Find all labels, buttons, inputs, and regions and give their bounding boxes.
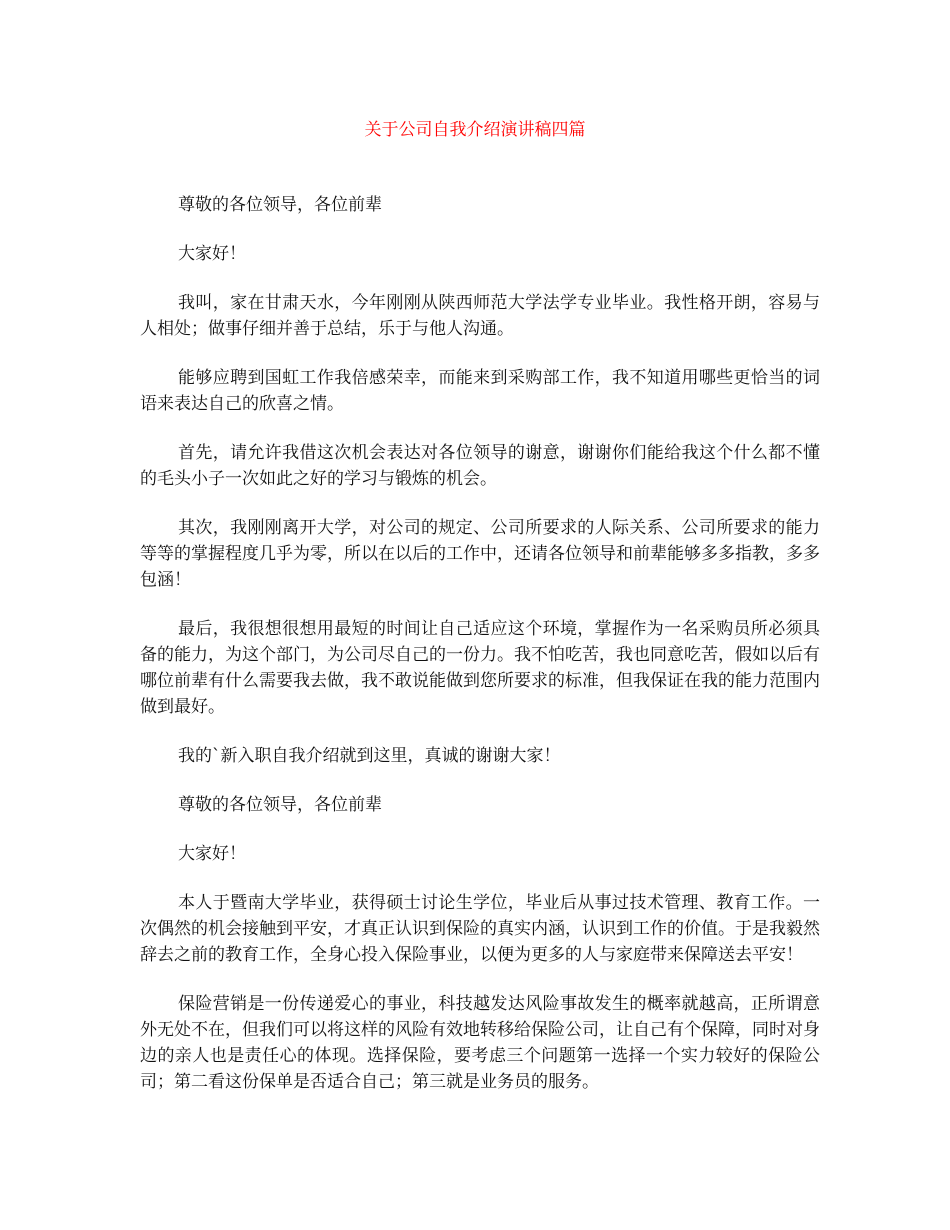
paragraph: 能够应聘到国虹工作我倍感荣幸，而能来到采购部工作，我不知道用哪些更恰当的词语来表达自己的欣喜之情。 bbox=[140, 368, 820, 414]
paragraph: 保险营销是一份传递爱心的事业，科技越发达风险事故发生的概率就越高，正所谓意外无处不在，但我们可以将这样的风险有效地转移给保险公司，让自己有个保障，同时对身边的亲人也是责任心的体现。选择保险，要考虑三个问题第一选择一个实力较好的保险公司；第二看这份保单是否适合自己；第三就是业务员的服务。 bbox=[140, 994, 820, 1092]
paragraph-hello: 大家好！ bbox=[178, 844, 246, 864]
paragraph-greeting: 尊敬的各位领导，各位前辈 bbox=[178, 795, 382, 815]
document-body bbox=[140, 192, 820, 1118]
paragraph: 我叫，家在甘肃天水，今年刚刚从陕西师范大学法学专业毕业。我性格开朗，容易与人相处；做事仔细并善于总结，乐于与他人沟通。 bbox=[140, 293, 820, 339]
paragraph: 本人于暨南大学毕业，获得硕士讨论生学位，毕业后从事过技术管理、教育工作。一次偶然的机会接触到平安，才真正认识到保险的真实内涵，认识到工作的价值。于是我毅然辞去之前的教育工作，全身心投入保险事业，以便为更多的人与家庭带来保障送去平安！ bbox=[140, 893, 820, 965]
paragraph-hello: 大家好！ bbox=[178, 244, 246, 264]
paragraph: 首先，请允许我借这次机会表达对各位领导的谢意，谢谢你们能给我这个什么都不懂的毛头小子一次如此之好的学习与锻炼的机会。 bbox=[140, 443, 820, 489]
document-title: 关于公司自我介绍演讲稿四篇 bbox=[364, 120, 586, 140]
paragraph: 其次，我刚刚离开大学，对公司的规定、公司所要求的人际关系、公司所要求的能力等等的掌握程度几乎为零，所以在以后的工作中，还请各位领导和前辈能够多多指教，多多包涵！ bbox=[140, 518, 820, 590]
paragraph-greeting: 尊敬的各位领导，各位前辈 bbox=[178, 195, 382, 215]
paragraph: 最后，我很想很想用最短的时间让自己适应这个环境，掌握作为一名采购员所必须具备的能力，为这个部门，为公司尽自己的一份力。我不怕吃苦，我也同意吃苦，假如以后有哪位前辈有什么需要我去做，我不敢说能做到您所要求的标准，但我保证在我的能力范围内做到最好。 bbox=[140, 619, 820, 717]
paragraph: 我的`新入职自我介绍就到这里，真诚的谢谢大家！ bbox=[178, 746, 561, 766]
